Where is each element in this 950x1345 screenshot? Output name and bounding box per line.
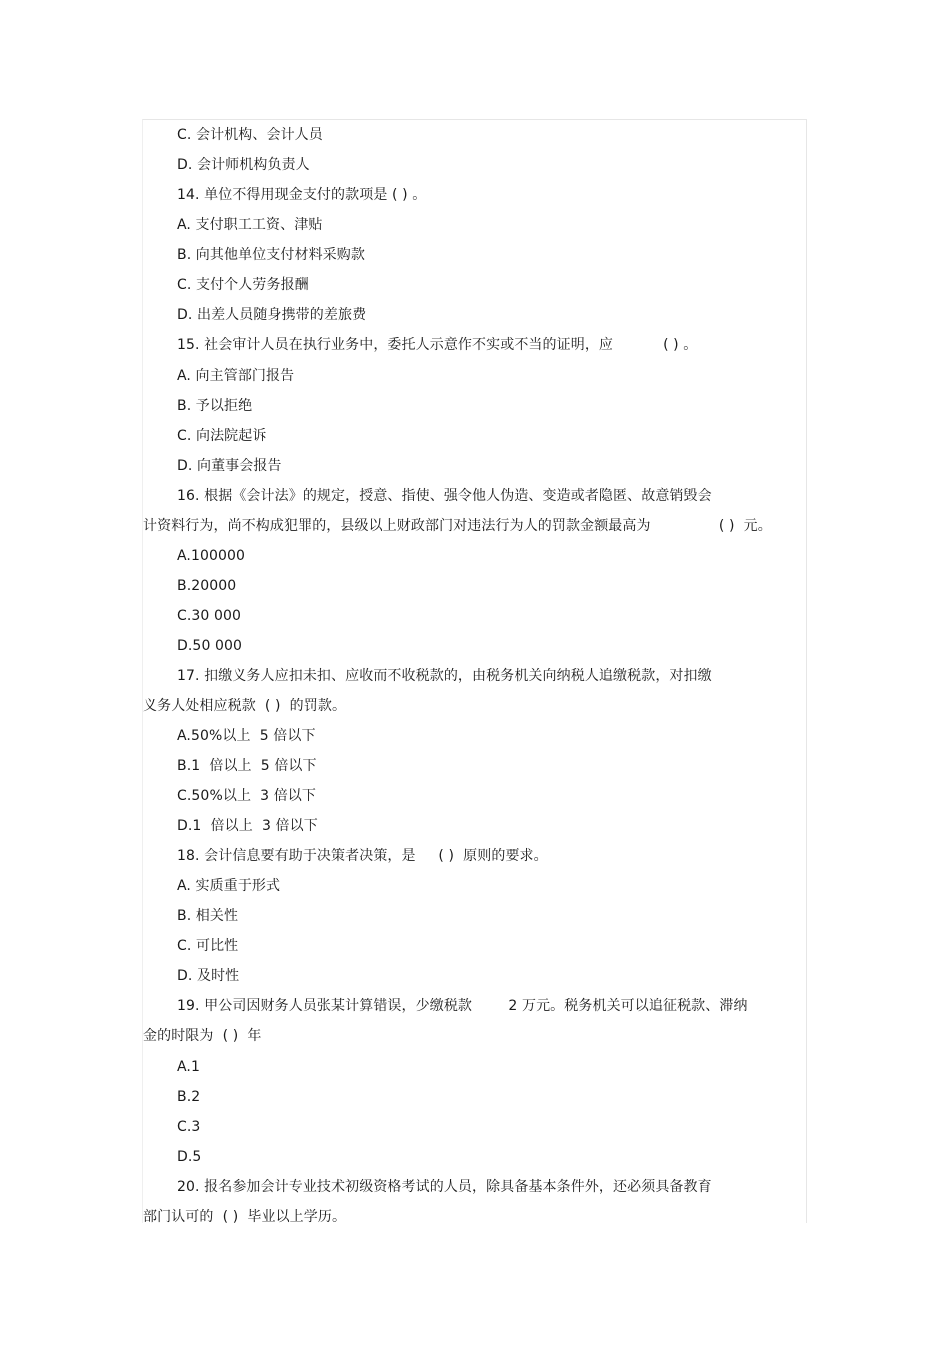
question-19-line-2: 金的时限为 ( ) 年 [143,1028,262,1044]
option-19-a: A.1 [177,1059,200,1075]
question-19-line-1: 19. 甲公司因财务人员张某计算错误，少缴税款 2 万元。税务机关可以追征税款、滞纳 [177,998,748,1014]
question-17-line-2: 义务人处相应税款 ( ) 的罚款。 [143,698,347,714]
option-15-d: D. 向董事会报告 [177,458,282,474]
option-14-c: C. 支付个人劳务报酬 [177,277,309,293]
option-18-c: C. 可比性 [177,938,239,954]
question-16-line-2: 计资料行为，尚不构成犯罪的，县级以上财政部门对违法行为人的罚款金额最高为 ( ) 元。 [143,518,772,534]
option-14-b: B. 向其他单位支付材料采购款 [177,247,366,263]
option-17-b: B.1 倍以上 5 倍以下 [177,758,317,774]
option-19-b: B.2 [177,1089,201,1105]
option-17-a: A.50%以上 5 倍以下 [177,728,316,744]
option-16-d: D.50 000 [177,638,243,654]
option-15-b: B. 予以拒绝 [177,398,253,414]
option-16-a: A.100000 [177,548,246,564]
question-14: 14. 单位不得用现金支付的款项是 ( ) 。 [177,187,427,203]
option-18-b: B. 相关性 [177,908,239,924]
question-17-line-1: 17. 扣缴义务人应扣未扣、应收而不收税款的，由税务机关向纳税人追缴税款，对扣缴 [177,668,712,684]
question-15: 15. 社会审计人员在执行业务中，委托人示意作不实或不当的证明，应 ( ) 。 [177,337,698,353]
option-17-c: C.50%以上 3 倍以下 [177,788,317,804]
option-13-d: D. 会计师机构负责人 [177,157,310,173]
option-13-c: C. 会计机构、会计人员 [177,127,323,143]
option-15-a: A. 向主管部门报告 [177,368,295,384]
question-18: 18. 会计信息要有助于决策者决策，是 ( ) 原则的要求。 [177,848,548,864]
question-20-line-1: 20. 报名参加会计专业技术初级资格考试的人员，除具备基本条件外，还必须具备教育 [177,1179,712,1195]
option-19-c: C.3 [177,1119,201,1135]
option-14-a: A. 支付职工工资、津贴 [177,217,323,233]
option-16-b: B.20000 [177,578,237,594]
option-14-d: D. 出差人员随身携带的差旅费 [177,307,367,323]
option-15-c: C. 向法院起诉 [177,428,267,444]
question-20-line-2: 部门认可的 ( ) 毕业以上学历。 [143,1209,347,1225]
question-16-line-1: 16. 根据《会计法》的规定，授意、指使、强令他人伪造、变造或者隐匿、故意销毁会 [177,488,712,504]
option-19-d: D.5 [177,1149,202,1165]
option-18-d: D. 及时性 [177,968,240,984]
option-18-a: A. 实质重于形式 [177,878,281,894]
option-17-d: D.1 倍以上 3 倍以下 [177,818,318,834]
option-16-c: C.30 000 [177,608,242,624]
